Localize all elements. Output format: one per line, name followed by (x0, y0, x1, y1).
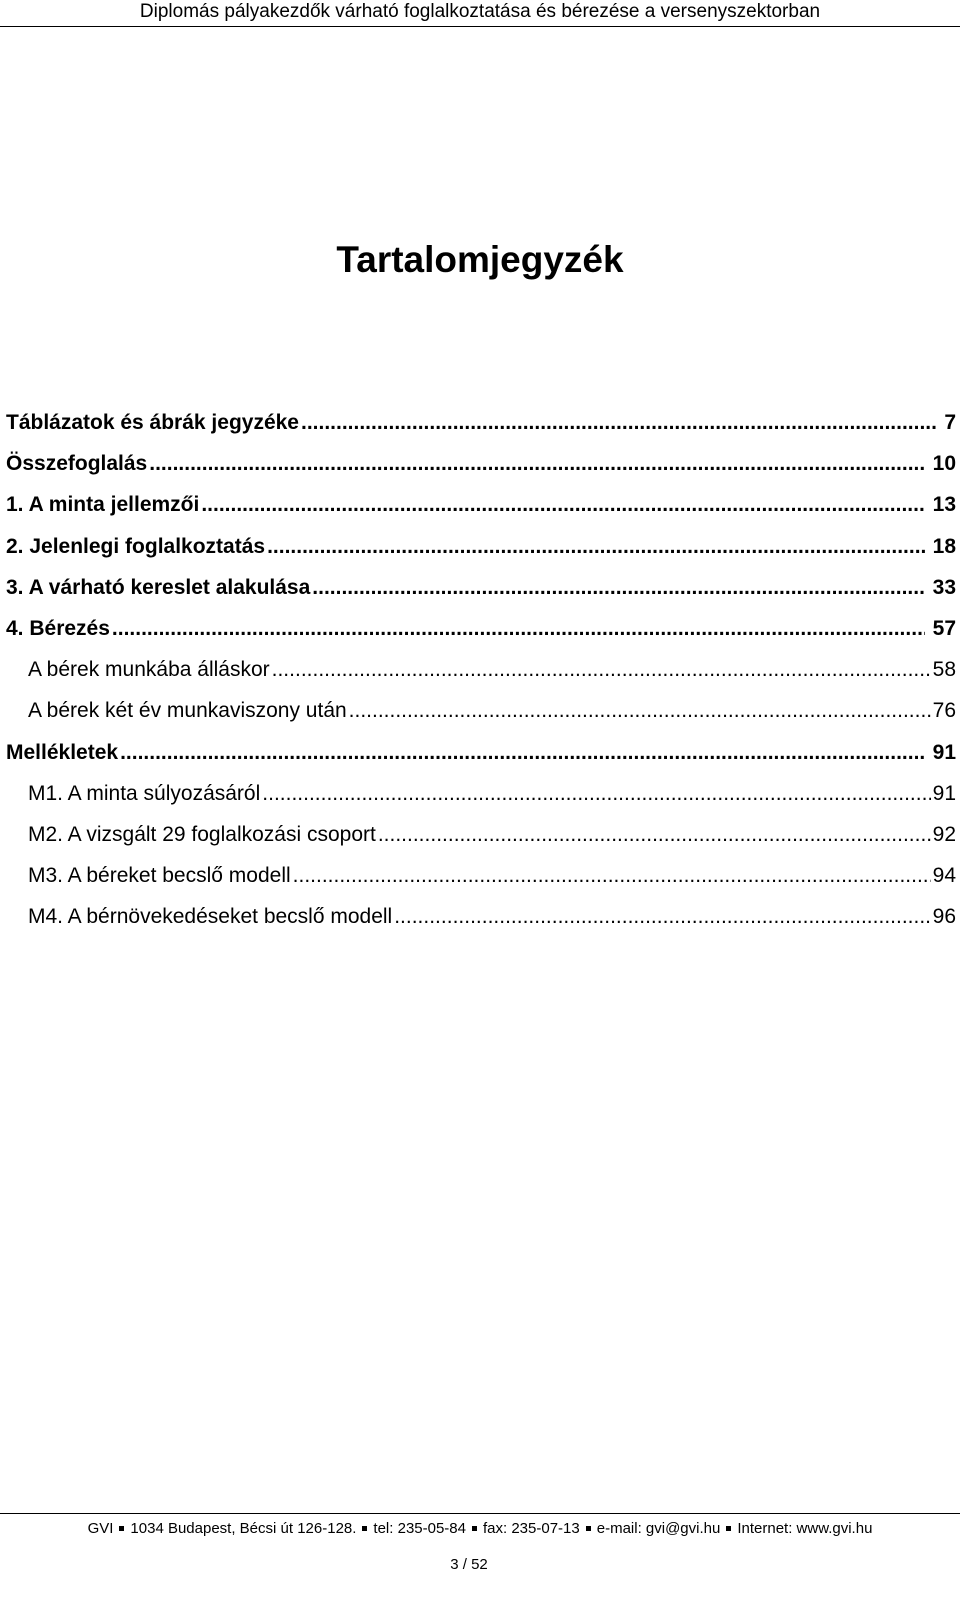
toc-entry-page: 18 (932, 534, 956, 558)
toc-dot-leader (293, 855, 931, 896)
toc-entry-title: A bérek munkába álláskor (28, 658, 270, 682)
footer-fax: fax: 235-07-13 (483, 1520, 580, 1537)
toc-dot-leader (378, 814, 931, 855)
toc-subentry[interactable] (6, 649, 956, 690)
toc-subentry[interactable] (6, 690, 956, 731)
footer-contact (0, 1519, 960, 1539)
toc-subentry[interactable] (6, 773, 956, 814)
toc-entry-page: 91 (932, 740, 956, 764)
toc-entry[interactable] (6, 443, 956, 484)
toc-entry-title: M3. A béreket becslő modell (28, 864, 291, 888)
toc-entry-page: 13 (932, 493, 956, 517)
toc-entry[interactable] (6, 402, 956, 443)
toc-entry-page: 10 (932, 452, 956, 476)
toc-entry-page: 94 (932, 864, 956, 888)
toc-entry-title: Összefoglalás (6, 452, 148, 476)
bullet-separator-icon (362, 1526, 367, 1531)
bullet-separator-icon (586, 1526, 591, 1531)
toc-dot-leader (272, 649, 931, 690)
page-title: Tartalomjegyzék (336, 239, 624, 280)
toc-entry-title: 1. A minta jellemzői (6, 493, 200, 517)
toc-entry-page: 76 (932, 699, 956, 723)
page-number: 3 / 52 (450, 1556, 488, 1573)
toc-subentry[interactable] (6, 814, 956, 855)
toc-entry[interactable] (6, 732, 956, 773)
footer-address: 1034 Budapest, Bécsi út 126-128. (130, 1520, 357, 1537)
toc-entry-title: 3. A várható kereslet alakulása (6, 575, 311, 599)
toc-entry-title: Táblázatok és ábrák jegyzéke (6, 411, 299, 434)
bullet-separator-icon (119, 1526, 124, 1531)
toc-entry-page: 33 (932, 575, 956, 599)
toc-subentry[interactable] (6, 896, 956, 937)
toc-dot-leader (112, 608, 925, 649)
toc-entry[interactable] (6, 526, 956, 567)
toc-entry-page: 96 (932, 905, 956, 929)
toc-entry[interactable] (6, 567, 956, 608)
toc-entry-title: M4. A bérnövekedéseket becslő modell (28, 905, 393, 929)
toc-dot-leader (312, 567, 924, 608)
toc-entry-title: M2. A vizsgált 29 foglalkozási csoport (28, 822, 376, 846)
running-header (0, 0, 960, 27)
toc-subentry[interactable] (6, 855, 956, 896)
table-of-contents (6, 402, 956, 937)
toc-entry-page: 57 (932, 616, 956, 640)
footer-org: GVI (87, 1520, 114, 1537)
toc-dot-leader (201, 484, 924, 525)
toc-dot-leader (349, 690, 931, 731)
toc-dot-leader (120, 732, 925, 773)
bullet-separator-icon (472, 1526, 477, 1531)
footer-email: e-mail: gvi@gvi.hu (596, 1520, 721, 1537)
footer-tel: tel: 235-05-84 (373, 1520, 466, 1537)
toc-dot-leader (394, 896, 930, 937)
toc-dot-leader (267, 526, 925, 567)
running-header-title: Diplomás pályakezdők várható foglalkoztatása és bérezése a versenyszektorban (139, 1, 821, 22)
toc-dot-leader (262, 773, 930, 814)
toc-entry-page: 58 (932, 658, 956, 682)
toc-entry-title: 4. Bérezés (6, 616, 110, 640)
toc-entry[interactable] (6, 608, 956, 649)
toc-dot-leader (301, 402, 936, 443)
footer-internet: Internet: www.gvi.hu (737, 1520, 873, 1537)
toc-entry-page: 7 (944, 411, 956, 434)
footer-divider (0, 1513, 960, 1514)
bullet-separator-icon (726, 1526, 731, 1531)
toc-entry-title: A bérek két év munkaviszony után (28, 699, 347, 723)
toc-entry-page: 92 (932, 822, 956, 846)
toc-entry-title: M1. A minta súlyozásáról (28, 781, 261, 805)
toc-entry-page: 91 (932, 781, 956, 805)
toc-entry[interactable] (6, 484, 956, 525)
toc-dot-leader (149, 443, 924, 484)
toc-entry-title: Mellékletek (6, 740, 119, 764)
toc-entry-title: 2. Jelenlegi foglalkoztatás (6, 534, 266, 558)
